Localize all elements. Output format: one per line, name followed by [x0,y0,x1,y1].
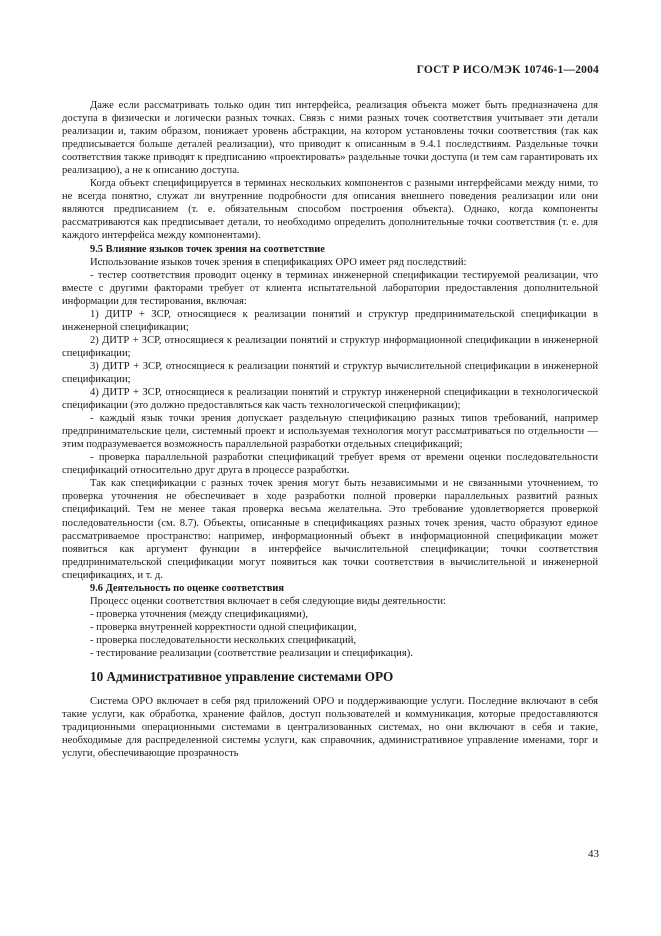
list-item: - проверка параллельной разработки спецификаций требует время от времени оценки последовательности спецификаций относительно друг друга в процессе разработки. [62,452,598,477]
list-item: - тестирование реализации (соответствие реализации и спецификация). [90,647,413,659]
paragraph: Система ОРО включает в себя ряд приложений ОРО и поддерживающие услуги. Последние включают в себя такие услуги, как обработка, хранение файлов, доступ пользователей и коммуникация, которые предоставляются традиционными операционными системами в централизованных системах, но они включают в себя и такие, необходимые для распределенной системы услуги, как справочник, административное управление именами, торг и услуги, обеспечивающие прозрачность [62,696,598,760]
list-item: - проверка уточнения (между спецификациями), [90,608,309,620]
standard-header: ГОСТ Р ИСО/МЭК 10746-1—2004 [416,64,599,76]
list-item: - каждый язык точки зрения допускает раздельную спецификацию разных типов требований, например предпринимательские цели, системный проект и используемая технология могут рассматриваться по отдельности — этим подразумевается возможность параллельной разработки отдельных спецификаций; [62,413,598,451]
list-item: 1) ДИТР + ЗСР, относящиеся к реализации понятий и структур предпринимательской спецификации в инженерной спецификации; [62,308,598,333]
section-heading-10: 10 Административное управление системами ОРО [90,669,394,685]
list-item: 2) ДИТР + ЗСР, относящиеся к реализации понятий и структур информационной спецификации в инженерной спецификации; [62,334,598,359]
paragraph: Использование языков точек зрения в спецификациях ОРО имеет ряд последствий: [90,256,467,268]
paragraph: Так как спецификации с разных точек зрения могут быть независимыми и не связанными уточнением, то проверка уточнения не обеспечивает в ходе разработки полной проверки параллельных развитий разных спецификаций. Тем не менее такая проверка весьма желательна. Это требование удовлетворяется проверкой последовательности (см. 8.7). Объекты, описанные в спецификациях разных точек зрения, часто образуют единое рассматриваемое пространство: например, информационный объект в информационной спецификации может появиться как аргумент функции в интерфейсе вычислительной спецификации; точки соответствия предпринимательской спецификации могут появиться как точки соответствия в вычислительной и инженерной спецификациях, и т. д. [62,478,598,581]
body-text [62,99,598,760]
list-item: - проверка последовательности нескольких спецификаций, [90,634,357,646]
list-item: 3) ДИТР + ЗСР, относящиеся к реализации понятий и структур вычислительной спецификации в инженерной спецификации; [62,360,598,385]
paragraph: Даже если рассматривать только один тип интерфейса, реализация объекта может быть предназначена для доступа в физически и логически разных точках. Связь с ними разных точек соответствия учитывает эти детали реализации и, таким образом, понижает уровень абстракции, на котором установлены точки соответствия (так как предписывается больше деталей реализации), что приводит к описанным в 9.4.1 последствиям. Раздельные точки соответствия также приводят к предписанию «проектировать» раздельные точки доступа (и тем сам гарантировать их реализацию), а не к описанию доступа. [62,100,598,177]
section-heading-9-6: 9.6 Деятельность по оценке соответствия [90,582,284,594]
paragraph: Когда объект специфицируется в терминах нескольких компонентов с разными интерфейсами между ними, то не всегда понятно, служат ли внутренние подробности для описания внешнего поведения реализации или они являются предписанием (т. е. обязательным способом построения объекта). Однако, когда компоненты рассматриваются как предписывает детали, то необходимо определить дополнительные точки соответствия (т. е. для каждого интерфейса между компонентами). [62,178,598,242]
list-item: 4) ДИТР + ЗСР, относящиеся к реализации понятий и структур инженерной спецификации в технологической спецификации (это должно предоставляться как часть технологической спецификации); [62,387,598,412]
paragraph: Процесс оценки соответствия включает в себя следующие виды деятельности: [90,595,446,607]
section-heading-9-5: 9.5 Влияние языков точек зрения на соответствие [90,243,325,255]
page-number: 43 [588,848,599,860]
list-item: - тестер соответствия проводит оценку в терминах инженерной спецификации тестируемой реализации, что вместе с другими факторами требует от клиента испытательной лаборатории предоставления дополнительной информации для тестирования, включая: [62,269,598,307]
list-item: - проверка внутренней корректности одной спецификации, [90,621,357,633]
